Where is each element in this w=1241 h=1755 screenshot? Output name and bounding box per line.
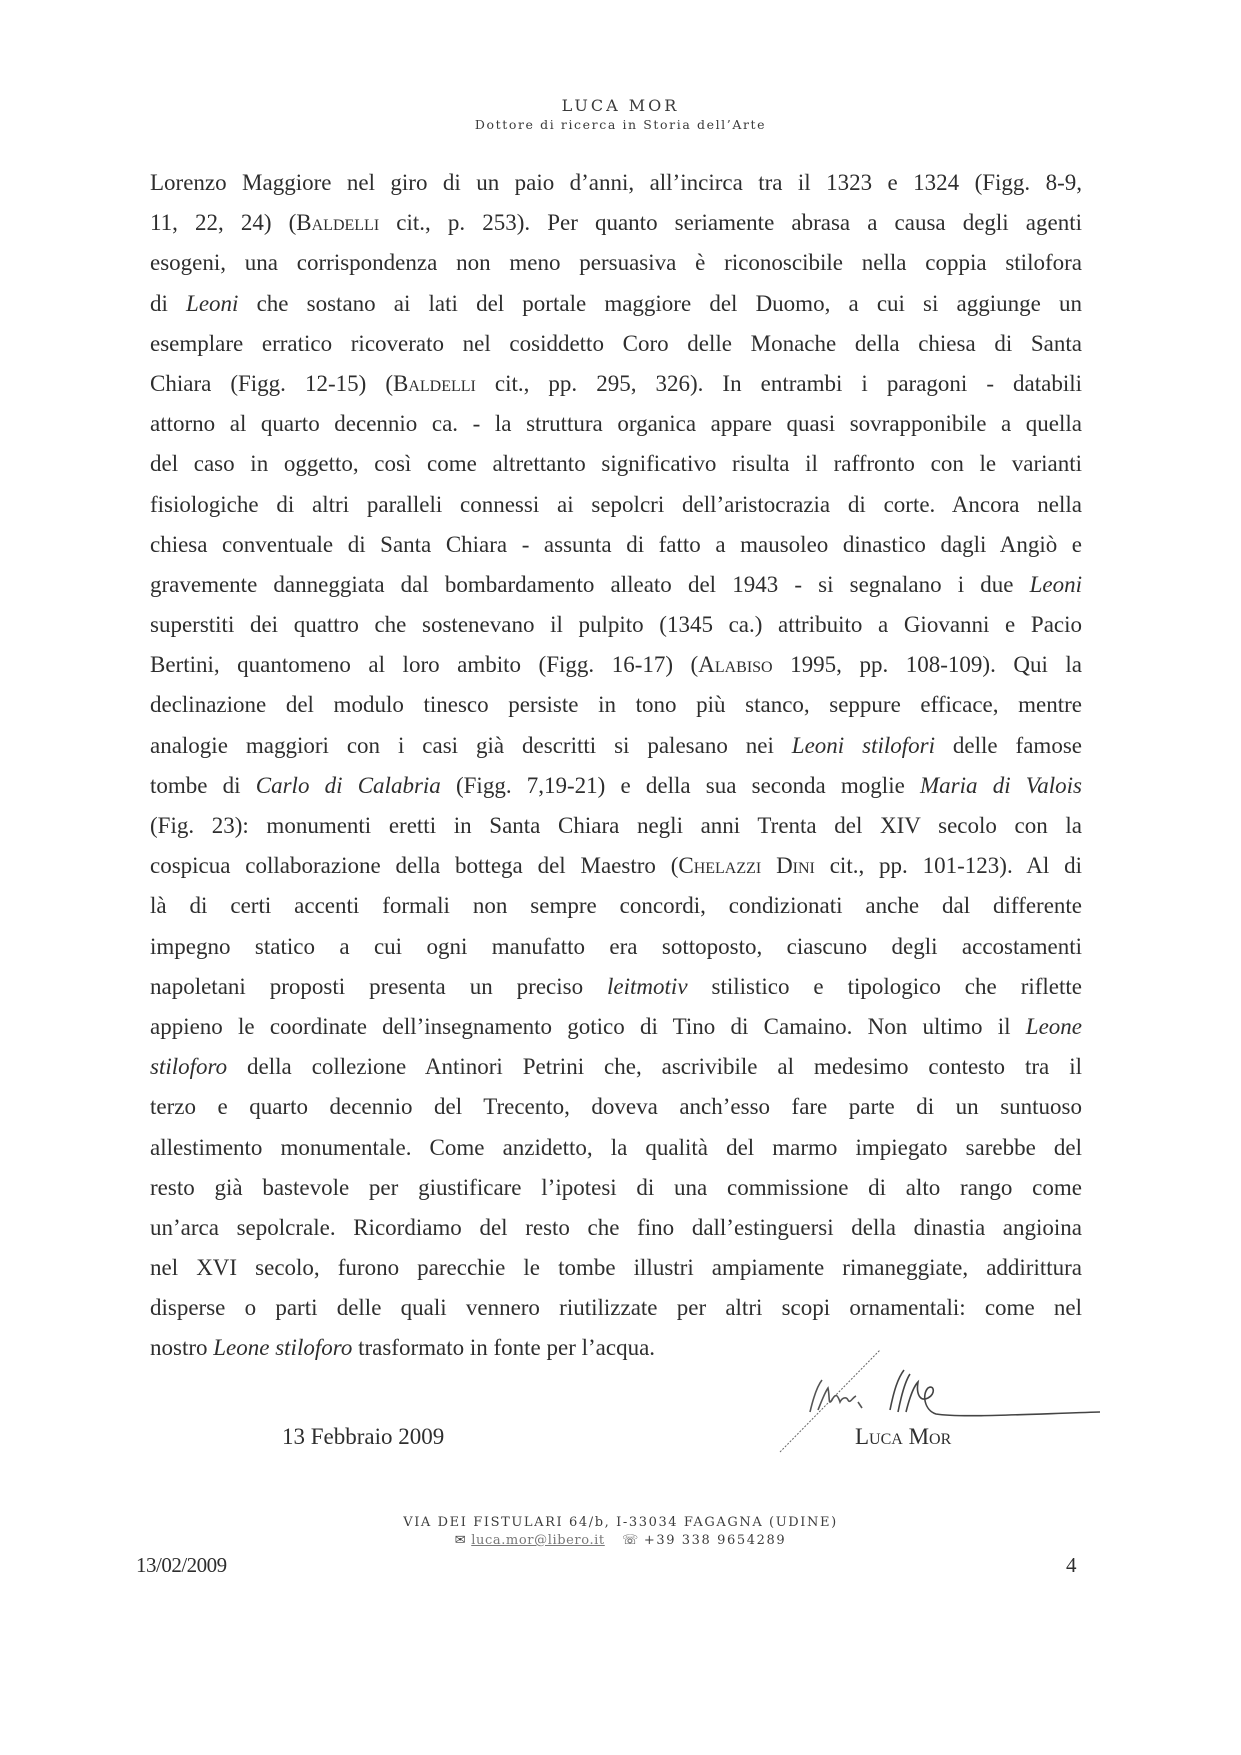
- text-run: (Figg. 7,19-21) e della sua seconda moglie: [440, 772, 920, 798]
- text-line: [150, 846, 1082, 886]
- text-run: disperse o parti delle quali vennero riutilizzate per altri scopi ornamentali: come nel: [150, 1295, 1082, 1321]
- phone-number: +39 338 9654289: [643, 1533, 787, 1548]
- text-line: [150, 605, 1082, 645]
- text-run: 11, 22, 24) (: [150, 210, 297, 236]
- text-run: declinazione del modulo tinesco persiste in tono più stanco, seppure efficace, mentre: [150, 692, 1082, 718]
- email-link[interactable]: luca.mor@libero.it: [471, 1533, 605, 1548]
- italic-term: Leoni stilofori: [791, 732, 935, 758]
- text-run: stilistico e tipologico che riflette: [687, 973, 1082, 999]
- text-line: [150, 967, 1082, 1007]
- telephone-icon: ☏: [621, 1533, 640, 1548]
- letterhead-subtitle: Dottore di ricerca in Storia dell’Arte: [474, 117, 767, 132]
- text-line: [150, 1168, 1082, 1208]
- italic-term: Maria di Valois: [920, 772, 1082, 798]
- text-run: cospicua collaborazione della bottega del Maestro (: [150, 853, 679, 879]
- text-run: delle famose: [934, 732, 1082, 758]
- text-line: [150, 645, 1082, 685]
- text-line: [150, 1128, 1082, 1168]
- signer-name: Luca Mor: [855, 1424, 952, 1449]
- italic-term: stiloforo: [150, 1054, 228, 1080]
- text-run: chiesa conventuale di Santa Chiara - assunta di fatto a mausoleo dinastico dagli Angiò e: [150, 531, 1082, 557]
- letterhead: [0, 96, 1241, 134]
- letterhead-name: LUCA MOR: [561, 96, 680, 115]
- text-line: [150, 1047, 1082, 1087]
- text-run: gravemente danneggiata dal bombardamento alleato del 1943 - si segnalano i due: [150, 571, 1030, 597]
- text-run: cit., p. 253). Per quanto seriamente abrasa a causa degli agenti: [379, 210, 1082, 236]
- text-line: [150, 324, 1082, 364]
- text-run: attorno al quarto decennio ca. - la struttura organica appare quasi sovrapponibile a quella: [150, 411, 1082, 437]
- text-run: napoletani proposti presenta un preciso: [150, 973, 608, 999]
- text-run: Lorenzo Maggiore nel giro di un paio d’anni, all’incirca tra il 1323 e 1324 (Figg. 8-9,: [150, 170, 1082, 195]
- text-line: [150, 726, 1082, 766]
- text-line: [150, 203, 1082, 243]
- italic-term: Leoni: [1029, 571, 1082, 597]
- italic-term: Carlo di Calabria: [255, 772, 441, 798]
- text-run: che sostano ai lati del portale maggiore del Duomo, a cui si aggiunge un: [238, 290, 1083, 316]
- footer-date: 13/02/2009: [136, 1553, 227, 1577]
- citation-author: Chelazzi Dini: [678, 853, 815, 879]
- text-line: [150, 1288, 1082, 1328]
- text-run: (Fig. 23): monumenti eretti in Santa Chiara negli anni Trenta del XIV secolo con la: [150, 813, 1082, 838]
- text-run: appieno le coordinate dell’insegnamento gotico di Tino di Camaino. Non ultimo il: [150, 1013, 1026, 1039]
- text-run: allestimento monumentale. Come anzidetto, la qualità del marmo impiegato sarebbe del: [150, 1134, 1082, 1160]
- text-run: tombe di: [150, 772, 256, 798]
- text-run: di: [150, 290, 187, 316]
- text-run: cit., pp. 101-123). Al di: [814, 853, 1082, 879]
- text-run: cit., pp. 295, 326). In entrambi i paragoni - databili: [475, 370, 1082, 396]
- text-line: [150, 1208, 1082, 1248]
- text-line: [150, 565, 1082, 605]
- signature-icon: [770, 1340, 1200, 1460]
- citation-author: Baldelli: [392, 370, 476, 396]
- citation-author: Alabiso: [698, 652, 773, 678]
- text-run: là di certi accenti formali non sempre concordi, condizionati anche dal differente: [150, 893, 1082, 919]
- letter-date: 13 Febbraio 2009: [282, 1424, 445, 1449]
- text-line: [150, 927, 1082, 967]
- text-line: [150, 886, 1082, 926]
- text-line: [150, 525, 1082, 565]
- text-line: [150, 485, 1082, 525]
- citation-author: Baldelli: [296, 210, 380, 236]
- italic-term: Leone: [1025, 1013, 1082, 1039]
- street-address: VIA DEI FISTULARI 64/b, I-33034 FAGAGNA (UDINE): [403, 1515, 838, 1530]
- text-line: [150, 1087, 1082, 1127]
- address-block: [0, 1514, 1241, 1551]
- text-line: [150, 364, 1082, 404]
- text-run: esogeni, una corrispondenza non meno persuasiva è riconoscibile nella coppia stilofora: [150, 250, 1082, 276]
- text-line: [150, 685, 1082, 725]
- text-run: superstiti dei quattro che sostenevano il pulpito (1345 ca.) attribuito a Giovanni e Pacio: [150, 612, 1082, 638]
- text-run: analogie maggiori con i casi già descritti si palesano nei: [150, 732, 792, 758]
- text-run: nel XVI secolo, furono parecchie le tombe illustri ampiamente rimaneggiate, addirittura: [150, 1255, 1082, 1281]
- text-run: terzo e quarto decennio del Trecento, doveva anch’esso fare parte di un suntuoso: [150, 1094, 1082, 1120]
- text-run: esemplare erratico ricoverato nel cosiddetto Coro delle Monache della chiesa di Santa: [150, 330, 1082, 356]
- italic-term: Leoni: [186, 290, 239, 316]
- text-line: [150, 1007, 1082, 1047]
- text-line: [150, 766, 1082, 806]
- text-run: Bertini, quantomeno al loro ambito (Figg. 16-17) (: [150, 652, 699, 678]
- text-line: [150, 806, 1082, 846]
- text-line: [150, 404, 1082, 444]
- text-run: della collezione Antinori Petrini che, ascrivibile al medesimo contesto tra il: [227, 1054, 1082, 1080]
- contact-row: [0, 1532, 1241, 1551]
- envelope-icon: ✉: [454, 1533, 468, 1548]
- text-run: resto già bastevole per giustificare l’ipotesi di una commissione di alto rango come: [150, 1174, 1082, 1200]
- body-paragraph: [150, 163, 1082, 1369]
- text-run: fisiologiche di altri paralleli connessi ai sepolcri dell’aristocrazia di corte. Ancora nella: [150, 491, 1082, 517]
- text-line: [150, 243, 1082, 283]
- text-run: del caso in oggetto, così come altrettanto significativo risulta il raffronto con le varianti: [150, 451, 1082, 477]
- italic-term: leitmotiv: [607, 973, 688, 999]
- text-run: trasformato in fonte per l’acqua.: [352, 1335, 656, 1361]
- text-run: nostro: [150, 1335, 214, 1361]
- text-run: Chiara (Figg. 12-15) (: [150, 370, 393, 396]
- italic-term: Leone stiloforo: [213, 1335, 353, 1361]
- text-run: un’arca sepolcrale. Ricordiamo del resto che fino dall’estinguersi della dinastia angioina: [150, 1214, 1082, 1240]
- text-run: 1995, pp. 108-109). Qui la: [772, 652, 1083, 678]
- page-number: 4: [1066, 1553, 1077, 1577]
- text-run: impegno statico a cui ogni manufatto era sottoposto, ciascuno degli accostamenti: [150, 933, 1082, 959]
- text-line: [150, 163, 1082, 203]
- text-line: [150, 284, 1082, 324]
- text-line: [150, 1248, 1082, 1288]
- text-line: [150, 444, 1082, 484]
